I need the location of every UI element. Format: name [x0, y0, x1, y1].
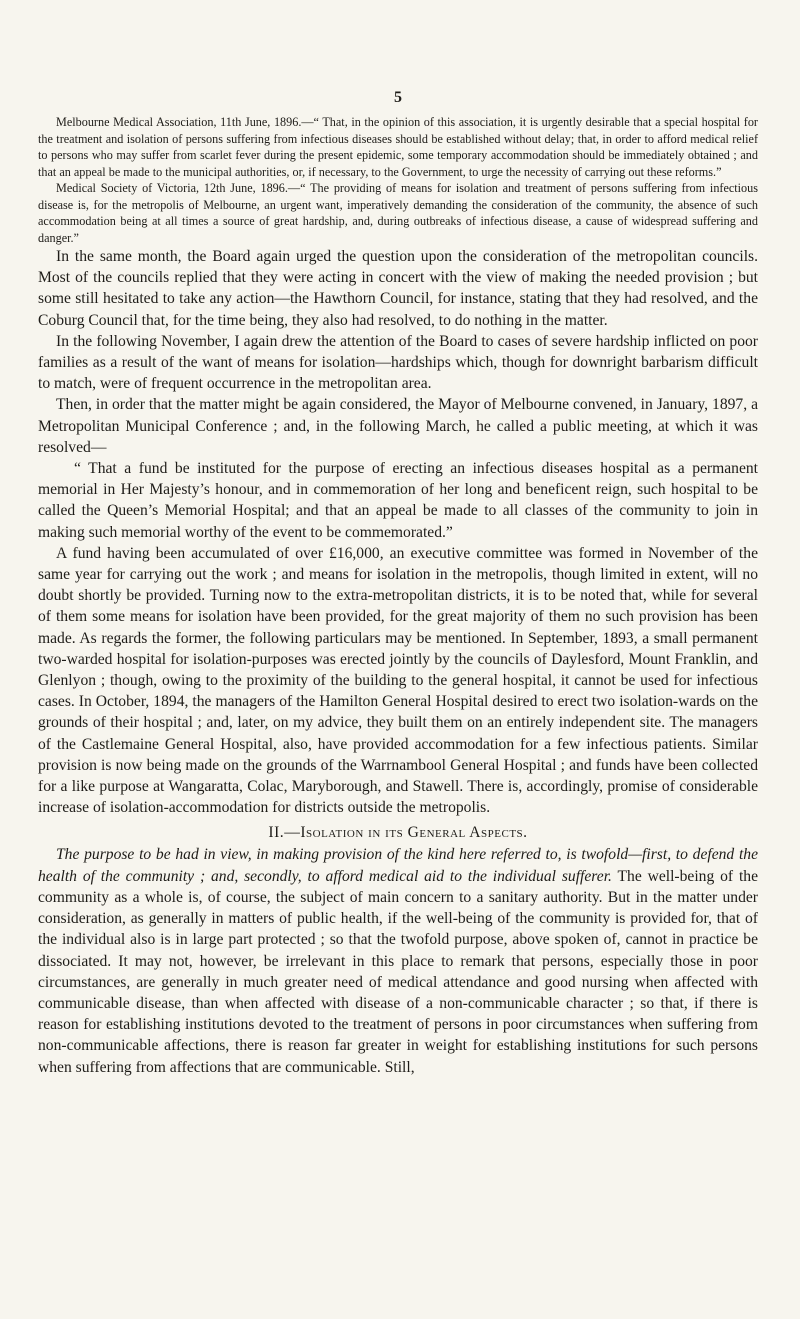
resolutions-block [38, 114, 758, 246]
section-title-part1: —Isolation in its [284, 824, 408, 842]
resolution-melbourne-medical-association: Melbourne Medical Association, 11th June, 1896.—“ That, in the opinion of this association, it is urgently desirable that a special hospital for the treatment and isolation of persons suffering from infectious diseases should be established without delay; that, in order to afford medical relief to persons who may suffer from scarlet fever during the present epidemic, some temporary accommodation should be immediately obtained ; and that an appeal be made to the municipal authorities, or, if necessary, to the Government, to urge the necessity of carrying out these reforms.” [38, 115, 758, 179]
section-number: II. [268, 824, 285, 842]
resolution-medical-society-victoria: Medical Society of Victoria, 12th June, 1896.—“ The providing of means for isolation and treatment of persons suffering from infectious disease is, for the metropolis of Melbourne, an urgent want, imperatively demanding the consideration of the community, the absence of such accommodation being at all times a source of great hardship, and, during outbreaks of infectious disease, a cause of widespread suffering and danger.” [38, 181, 758, 245]
page-number: 5 [394, 89, 402, 106]
italic-lead-sentence: The purpose to be had in view, in making provision of the kind here referred to, is twofold—first, to defend the health of the community ; and, secondly, to afford medical aid to the individual sufferer. [38, 846, 758, 885]
section-heading [38, 822, 758, 844]
paragraph-fund-accumulated: A fund having been accumulated of over £16,000, an executive committee was formed in November of the same year for carrying out the work ; and means for isolation in the metropolis, though limited in extent, will no doubt shortly be provided. Turning now to the extra-metropolitan districts, it is to be noted that, while for several of them some means for isolation have been provided, for the great majority of them no such provision has been made. As regards the former, the following particulars may be mentioned. In September, 1893, a small permanent two-warded hospital for isolation-purposes was erected jointly by the councils of Daylesford, Mount Franklin, and Glenlyon ; though, owing to the proximity of the building to the general hospital, it cannot be used for infectious cases. In October, 1894, the managers of the Hamilton General Hospital desired to erect two isolation-wards on the grounds of their hospital ; and, later, on my advice, they built them on an entirely independent site. The managers of the Castlemaine General Hospital, also, have provided accommodation for a few infectious patients. Similar provision is now being made on the grounds of the Warrnambool General Hospital ; and funds have been collected for a like purpose at Wangaratta, Colac, Maryborough, and Stawell. There is, accordingly, promise of considerable increase of isolation-accommodation for districts outside the metropolis. [38, 544, 758, 817]
section-title-part2: General Aspects. [407, 824, 528, 842]
paragraph-purpose-isolation [38, 844, 758, 1077]
main-text [38, 246, 758, 1078]
document-page [38, 0, 758, 1319]
quoted-resolution-memorial-hospital: “ That a fund be instituted for the purpose of erecting an infectious diseases hospital as a permanent memorial in Her Majesty’s honour, and in commemoration of her long and beneficent reign, such hospital to be called the Queen’s Memorial Hospital; and that an appeal be made to all classes of the community to join in making such memorial worthy of the event to be commemorated.” [38, 460, 758, 541]
paragraph-mayor-conference: Then, in order that the matter might be again considered, the Mayor of Melbourne convened, in January, 1897, a Metropolitan Municipal Conference ; and, in the following March, he called a public meeting, at which it was resolved— [38, 396, 758, 456]
paragraph-board-urged: In the same month, the Board again urged the question upon the consideration of the metropolitan councils. Most of the councils replied that they were acting in concert with the view of making the needed provision ; but some still hesitated to take any action—the Hawthorn Council, for instance, stating that they had resolved, and the Coburg Council that, for the time being, they also had resolved, to do nothing in the matter. [38, 248, 758, 329]
paragraph-november-hardship: In the following November, I again drew the attention of the Board to cases of severe hardship inflicted on poor families as a result of the want of means for isolation—hardships which, though for downright barbarism difficult to match, were of frequent occurrence in the metropolitan area. [38, 332, 758, 393]
paragraph-continuation: The well-being of the community as a whole is, of course, the subject of main concern to a sanitary authority. But in the matter under consideration, as generally in matters of public health, if the well-being of the community is provided for, that of the individual also is in large part protected ; so that the twofold purpose, above spoken of, cannot in practice be dissociated. It may not, however, be irrelevant in this place to remark that persons, especially those in poor circumstances, are generally in much greater need of medical attendance and good nursing when affected with communicable disease, than when affected with disease of a non-communicable character ; so that, if there is reason for establishing institutions devoted to the treatment of persons in poor circumstances when suffering from non-communicable affections, there is reason far greater in weight for establishing institutions for such persons when suffering from affections that are communicable. Still, [38, 867, 758, 1076]
